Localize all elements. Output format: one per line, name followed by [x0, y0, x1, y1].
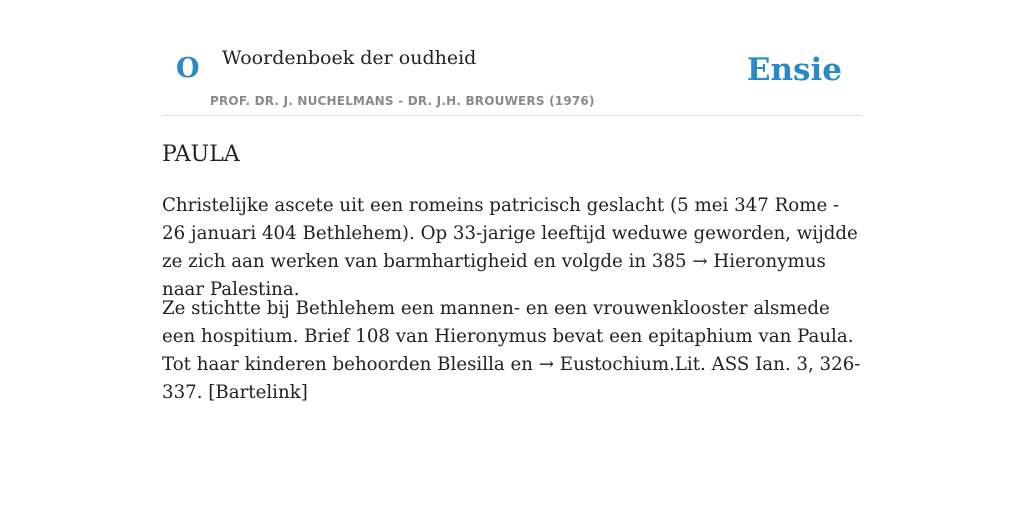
entry-paragraph-1 — [162, 192, 862, 304]
paragraph-1-text-before: Christelijke ascete uit een romeins patricisch geslacht (5 mei 347 Rome - 26 januari 404 Bethlehem). Op 33-jarige leeftijd weduwe geworden, wijdde ze zich aan werken van barmhartigheid en volgde in 385 — [162, 195, 858, 272]
book-header — [162, 0, 862, 116]
paragraph-1-text-after: naar Palestina. — [162, 279, 300, 300]
book-letter-logo: O — [176, 53, 200, 84]
ensie-logo-link[interactable]: Ensie — [746, 52, 842, 88]
page — [162, 0, 862, 512]
entry-paragraph-2 — [162, 295, 862, 407]
eustochium-link[interactable]: → Eustochium — [538, 354, 670, 375]
hieronymus-link[interactable]: → Hieronymus — [692, 251, 826, 272]
entry-title: PAULA — [162, 142, 240, 167]
paragraph-2-text-before: Ze stichtte bij Bethlehem een mannen- en een vrouwenklooster alsmede een hospitium. Brief 108 van Hieronymus bevat een epitaphium van Paula. Tot haar kinderen behoorden Blesilla en — [162, 298, 854, 375]
book-authors: PROF. DR. J. NUCHELMANS - DR. J.H. BROUWERS (1976) — [210, 94, 595, 108]
paragraph-2-text-after: .Lit. ASS Ian. 3, 326-337. [Bartelink] — [162, 354, 861, 403]
book-title[interactable]: Woordenboek der oudheid — [222, 47, 477, 69]
